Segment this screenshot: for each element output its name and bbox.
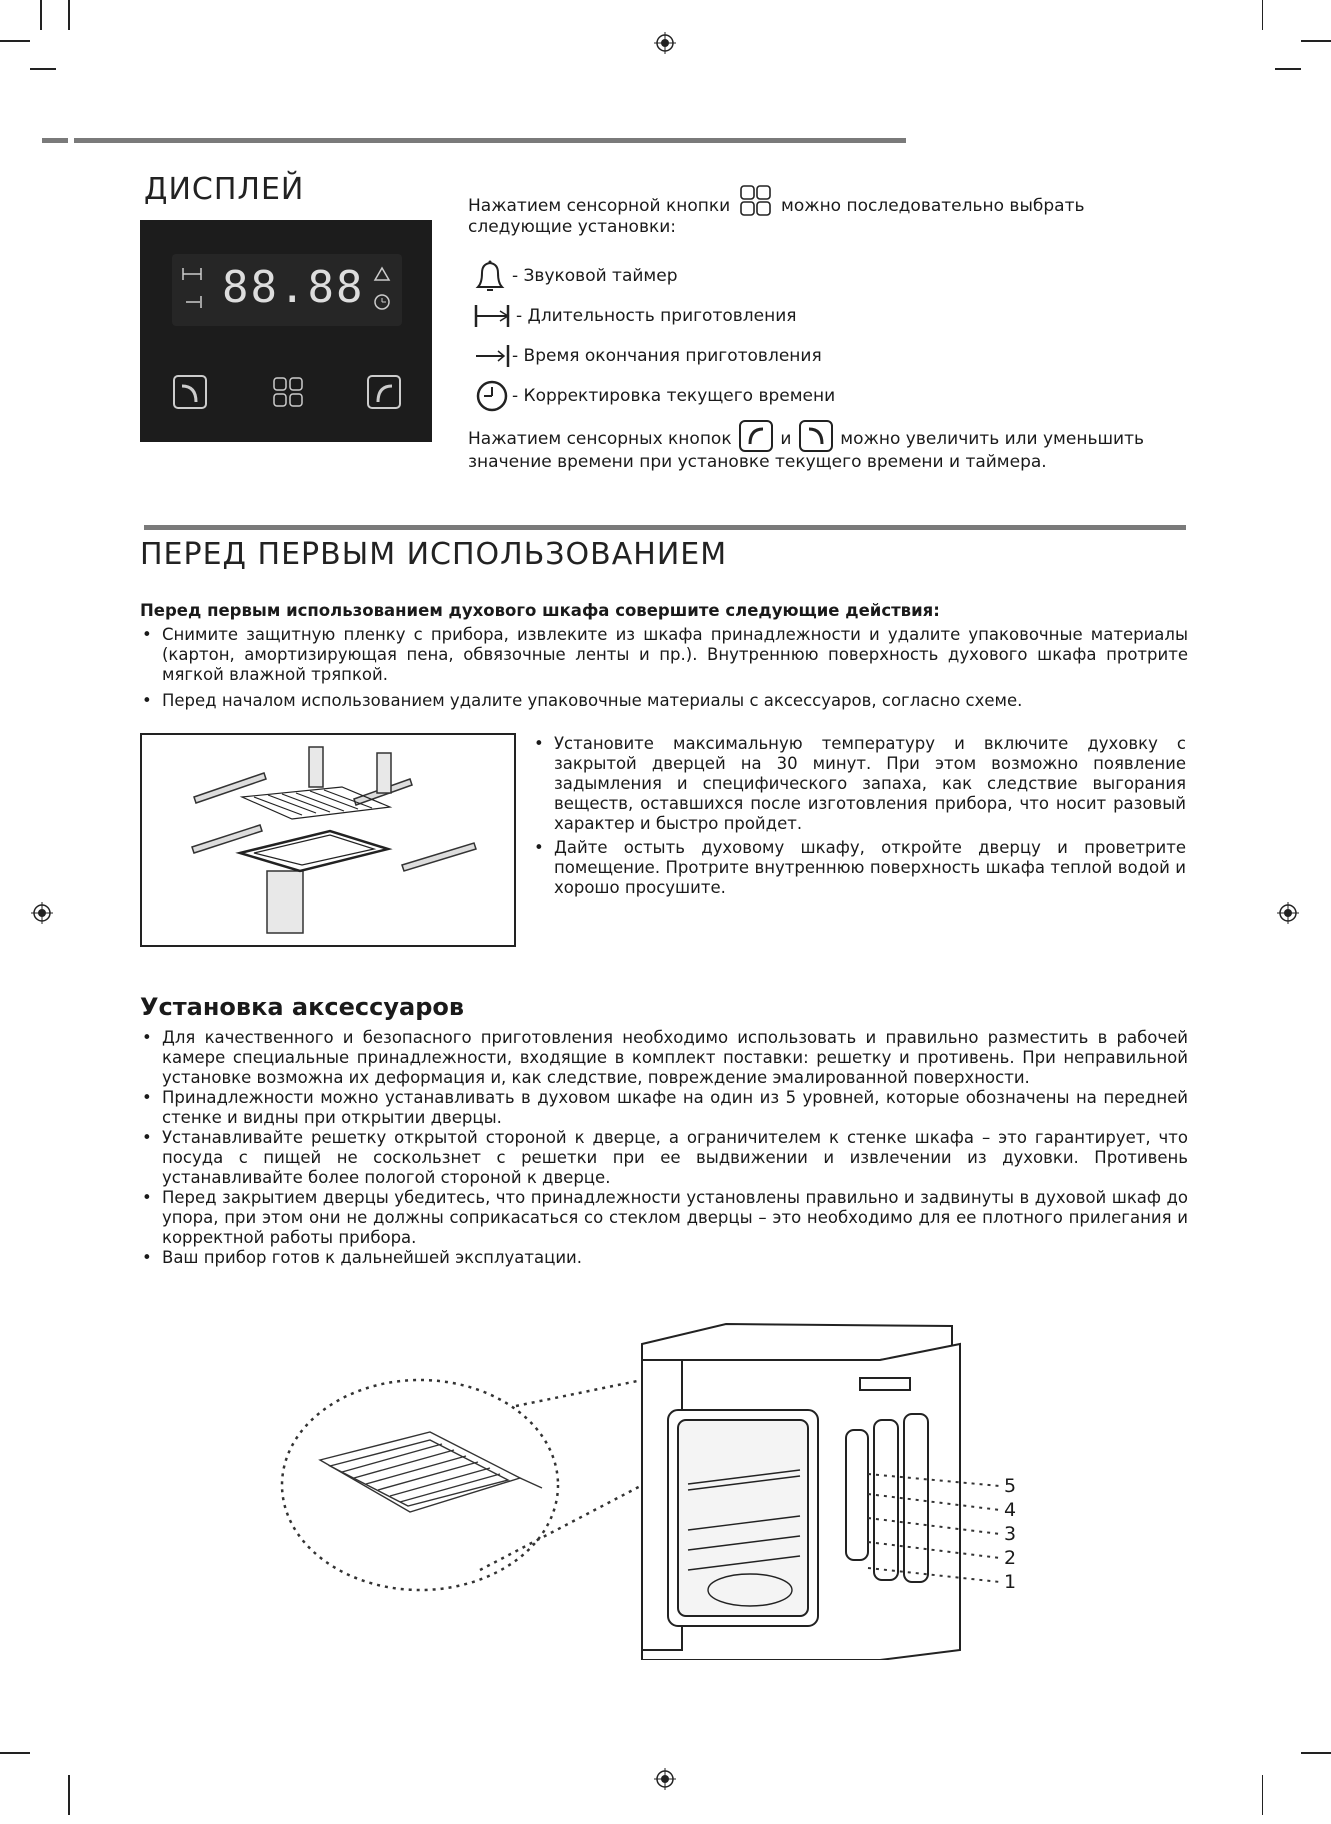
clock-icon [472, 379, 512, 413]
first-use-lead: Перед первым использованием духового шкафа совершите следующие действия: [140, 601, 940, 620]
crop-mark [0, 40, 30, 42]
list-item: • Ваш прибор готов к дальнейшей эксплуатации. [140, 1248, 1188, 1268]
adjust-text-part: Нажатием сенсорных кнопок [468, 429, 732, 449]
list-item: • Принадлежности можно устанавливать в духовом шкафе на один из 5 уровней, которые обозначены на передней стенке и видны при открытии дверцы. [140, 1088, 1188, 1128]
level-label: 2 [1004, 1547, 1017, 1569]
setting-label: - Время окончания приготовления [512, 346, 822, 366]
setting-item [472, 376, 1172, 416]
registration-mark-icon [31, 902, 53, 924]
setting-label: - Длительность приготовления [516, 306, 797, 326]
decrease-icon [799, 420, 833, 452]
crop-mark [40, 0, 42, 30]
duration-icon [472, 301, 512, 331]
section-title-accessories: Установка аксессуаров [140, 993, 465, 1021]
accessories-list [140, 1028, 1188, 1268]
menu-icon [740, 185, 772, 217]
crop-mark [1301, 40, 1331, 42]
crop-mark [68, 0, 70, 30]
display-intro [468, 185, 1188, 237]
increase-icon [739, 420, 773, 452]
level-label: 4 [1004, 1499, 1017, 1521]
oven-body [642, 1324, 960, 1660]
control-panel [140, 220, 432, 442]
setting-label: - Корректировка текущего времени [512, 386, 836, 406]
setting-item [472, 336, 1172, 376]
adjust-text-part: значение времени при установке текущего времени и таймера. [468, 452, 1047, 472]
level-label: 3 [1004, 1523, 1017, 1545]
crop-mark [68, 1775, 70, 1815]
panel-bell-icon [370, 264, 394, 314]
end-time-icon [472, 341, 512, 371]
panel-increase-button[interactable] [366, 374, 402, 410]
crop-mark [0, 1752, 30, 1754]
unpacking-diagram [142, 735, 514, 945]
panel-decrease-button[interactable] [172, 374, 208, 410]
first-use-side-list [532, 734, 1186, 898]
registration-mark-icon [1277, 902, 1299, 924]
divider [74, 138, 906, 143]
crop-mark [1301, 1752, 1331, 1754]
crop-mark [30, 68, 56, 70]
crop-mark [1275, 68, 1301, 70]
setting-label: - Звуковой таймер [512, 266, 678, 286]
registration-mark-icon [654, 1768, 676, 1790]
section-title-display: ДИСПЛЕЙ [144, 172, 305, 207]
panel-digits: 88.88 [222, 262, 365, 313]
divider [42, 138, 68, 143]
divider [144, 525, 1186, 530]
crop-mark [1262, 1775, 1264, 1815]
setting-item [472, 296, 1172, 336]
intro-text: Нажатием сенсорной кнопки [468, 196, 731, 216]
first-use-list [140, 625, 1188, 711]
panel-duration-icon [180, 264, 206, 314]
adjust-text-part: и [780, 429, 792, 449]
list-item: • Для качественного и безопасного приготовления необходимо использовать и правильно разместить в рабочей камере специальные принадлежности, входящие в комплект поставки: решетку и противень. При неправильной установке возможна их деформация и, как следствие, повреждение эмалированной поверхности. [140, 1028, 1188, 1088]
intro-text: следующие установки: [468, 217, 677, 237]
level-label: 1 [1004, 1571, 1017, 1593]
intro-text: можно последовательно выбрать [781, 196, 1085, 216]
list-item: • Дайте остыть духовому шкафу, откройте дверцу и проветрите помещение. Протрите внутреннюю поверхность шкафа теплой водой и хорошо просушите. [532, 838, 1186, 898]
adjust-text-part: можно увеличить или уменьшить [840, 429, 1144, 449]
list-item: • Перед началом использованием удалите упаковочные материалы с аксессуаров, согласно схеме. [140, 691, 1188, 711]
list-item: • Перед закрытием дверцы убедитесь, что принадлежности установлены правильно и задвинуты в духовой шкаф до упора, при этом они не должны соприкасаться со стеклом дверцы – это необходимо для ее плотного прилегания и корректной работы прибора. [140, 1188, 1188, 1248]
adjust-text [468, 420, 1208, 472]
registration-mark-icon [654, 32, 676, 54]
list-item: • Установите максимальную температуру и включите духовку с закрытой дверцей на 30 минут. При этом возможно появление задымления и специфического запаха, как следствие выгорания веществ, оставшихся после изготовления прибора, что носит разовый характер и быстро пройдет. [532, 734, 1186, 834]
list-item: • Снимите защитную пленку с прибора, извлеките из шкафа принадлежности и удалите упаковочные материалы (картон, амортизирующая пена, обвязочные ленты и пр.). Внутреннюю поверхность духового шкафа протрите мягкой влажной тряпкой. [140, 625, 1188, 685]
level-label: 5 [1004, 1475, 1017, 1497]
setting-item [472, 256, 1172, 296]
section-title-first-use: ПЕРЕД ПЕРВЫМ ИСПОЛЬЗОВАНИЕМ [140, 537, 728, 572]
list-item: • Устанавливайте решетку открытой стороной к дверце, а ограничителем к стенке шкафа – это гарантирует, что посуда с пищей не соскользнет с решетки при ее выдвижении и извлечении из духовки. Противень устанавливайте более пологой стороной к дверце. [140, 1128, 1188, 1188]
callout-ellipse [282, 1380, 558, 1590]
oven-levels-diagram [280, 1320, 1040, 1660]
level-labels [1004, 1474, 1016, 1594]
panel-menu-button[interactable] [270, 374, 306, 410]
settings-list [472, 256, 1172, 416]
bell-icon [472, 259, 508, 293]
crop-mark [1262, 0, 1264, 30]
unpacking-illustration [140, 733, 516, 947]
rack-zoom [320, 1432, 542, 1512]
